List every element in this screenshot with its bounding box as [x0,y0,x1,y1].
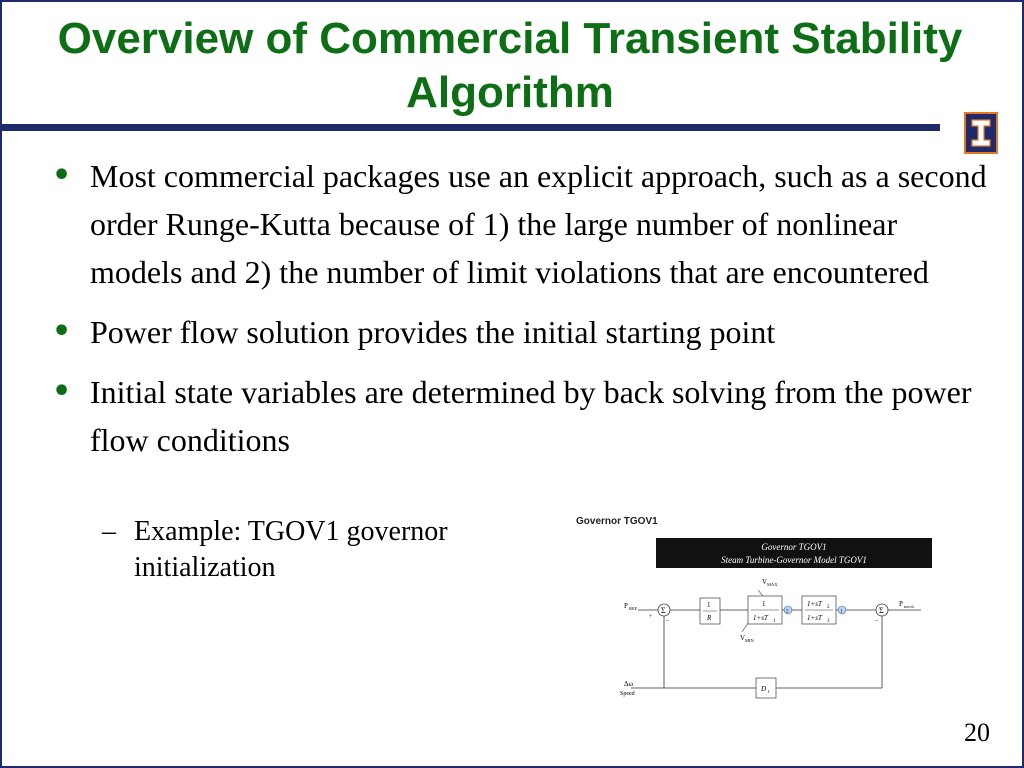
speed-label: Speed [620,691,635,697]
bullet-text: Most commercial packages use an explicit approach, such as a second order Runge-Kutta because of 1) the large number of nonlinear models and 2) the number of limit violations that are encountered [90,158,987,290]
block-r-den: R [707,614,712,622]
block-t2-den-sub: 3 [827,619,830,624]
banner-line-1: Governor TGOV1 [761,542,827,552]
state-2-label: 2 [786,609,789,615]
illinois-block-i-icon [964,112,998,154]
page-number: 20 [964,718,990,747]
block-t2-num: 1+sT [807,600,822,608]
block-t1-den-sub: 1 [773,619,776,624]
vmin-sub-label: MIN [745,638,754,643]
state-1-label: 1 [840,609,843,615]
pmech-label: P [899,600,903,608]
block-dt: D [761,685,767,693]
pmech-sub-label: mech [904,604,914,609]
block-t1-num: 1 [762,600,766,608]
diagram-svg [576,574,956,706]
figure-banner [656,538,932,568]
bullet-icon: • [52,314,72,349]
pref-label: P [624,602,628,610]
svg-text:Σ: Σ [879,606,884,615]
pref-sub-label: REF [629,606,638,611]
bullet-icon: • [52,158,72,193]
svg-text:–: – [875,618,878,624]
bullet-item [52,308,992,356]
title-rule [2,124,940,131]
svg-text:Σ: Σ [661,606,666,615]
vmax-label: V [762,578,768,586]
slide-title: Overview of Commercial Transient Stability Algorithm [57,14,963,117]
block-dt-sub: t [768,690,770,695]
vmin-label: V [740,634,746,642]
vmax-sub-label: MAX [767,582,778,587]
bullet-text: Power flow solution provides the initial starting point [90,314,776,350]
figure-header: Governor TGOV1 [576,516,658,527]
bullet-item [52,368,992,464]
tgov1-block-diagram [576,516,956,706]
svg-text:+: + [649,614,653,620]
bullet-text: Initial state variables are determined by back solving from the power flow conditions [90,374,972,458]
sub-bullet [102,514,532,586]
block-t2-den: 1+sT [807,614,822,622]
bullet-item [52,152,992,296]
domega-label: Δω [624,680,634,688]
dash-icon: – [102,516,116,547]
bullet-icon: • [52,374,72,409]
block-r-num: 1 [707,601,711,609]
svg-text:–: – [666,618,669,624]
block-t2-num-sub: 2 [827,605,830,610]
bullet-list [52,152,992,476]
sub-bullet-text: Example: TGOV1 governor initialization [134,516,448,583]
block-t1-den: 1+sT [753,614,768,622]
banner-line-2: Steam Turbine-Governor Model TGOV1 [721,555,867,565]
